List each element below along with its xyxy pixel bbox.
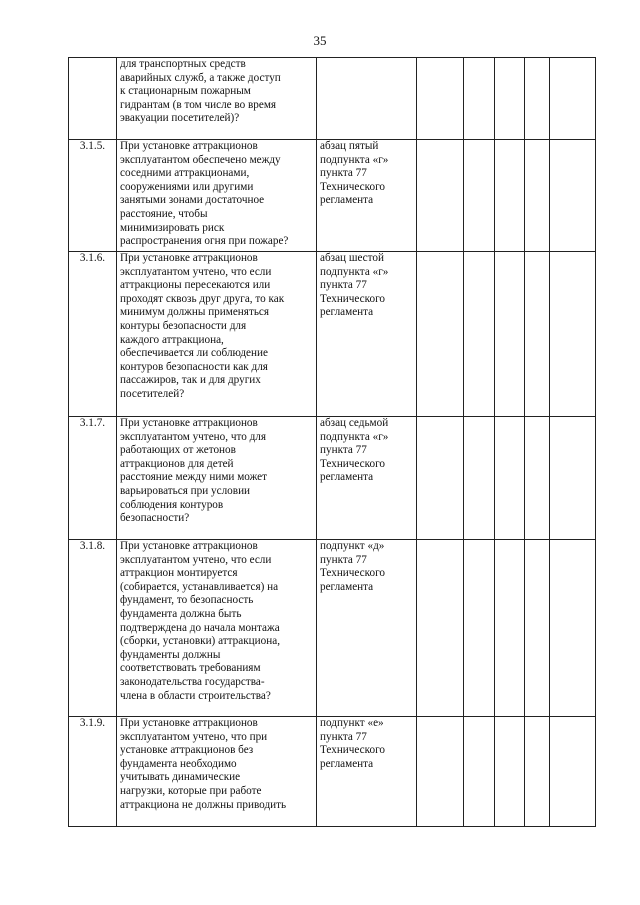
item-number: 3.1.8. xyxy=(79,540,106,552)
legal-reference-line: Технического xyxy=(320,292,385,305)
answer-cell[interactable] xyxy=(464,252,495,417)
question-cell xyxy=(117,540,317,717)
table-row xyxy=(69,717,596,827)
answer-cell[interactable] xyxy=(525,717,550,827)
question-text-line: подтверждена до начала монтажа xyxy=(120,621,280,634)
legal-reference-line: пункта 77 xyxy=(320,167,367,180)
answer-cell[interactable] xyxy=(464,140,495,252)
question-text-line: аттракционов для детей xyxy=(120,457,234,470)
table-row xyxy=(69,540,596,717)
question-text-line: к стационарным пожарным xyxy=(120,85,251,98)
page-number: 35 xyxy=(313,33,327,48)
question-text-line: минимум должны применяться xyxy=(120,306,270,319)
question-text-line: минимизировать риск xyxy=(120,221,225,234)
legal-reference-line: регламента xyxy=(320,471,374,484)
legal-reference-line: Технического xyxy=(320,457,385,470)
item-number: 3.1.5. xyxy=(79,140,106,152)
question-text-line: расстояние, чтобы xyxy=(120,207,208,220)
item-number-cell xyxy=(69,717,117,827)
legal-reference-line: пункта 77 xyxy=(320,279,367,292)
question-cell xyxy=(117,58,317,140)
item-number: 3.1.6. xyxy=(79,252,106,264)
item-number-cell xyxy=(69,417,117,540)
question-text-line: фундамент, то безопасность xyxy=(120,594,254,607)
question-text-line: сооружениями или другими xyxy=(120,180,254,193)
question-text-line: установке аттракционов без xyxy=(120,744,254,757)
answer-cell[interactable] xyxy=(550,540,596,717)
question-text-line: работающих от жетонов xyxy=(120,444,236,457)
question-text-line: занятыми зонами достаточное xyxy=(120,194,265,207)
question-text-line: аварийных служб, а также доступ xyxy=(120,71,281,84)
item-number-cell xyxy=(69,540,117,717)
table-body xyxy=(69,58,596,827)
legal-reference-line: пункта 77 xyxy=(320,730,367,743)
legal-reference-cell xyxy=(317,140,417,252)
question-text-line: распространения огня при пожаре? xyxy=(120,235,289,248)
legal-reference-line: подпункта «г» xyxy=(320,153,389,166)
answer-cell[interactable] xyxy=(495,252,525,417)
legal-reference-cell xyxy=(317,252,417,417)
question-text-line: расстояние между ними может xyxy=(120,471,268,484)
question-text-line: обеспечивается ли соблюдение xyxy=(120,347,268,360)
question-text-line: При установке аттракционов xyxy=(120,417,258,429)
legal-reference-line: абзац седьмой xyxy=(320,417,389,429)
legal-reference-cell xyxy=(317,540,417,717)
question-text-line: контуров безопасности как для xyxy=(120,360,268,373)
question-cell xyxy=(117,417,317,540)
question-text-line: нагрузки, которые при работе xyxy=(120,784,262,797)
question-text-line: члена в области строительства? xyxy=(120,689,271,702)
question-text-line: эвакуации посетителей)? xyxy=(120,112,240,125)
legal-reference-line: подпункт «е» xyxy=(320,717,384,729)
question-text-line: для транспортных средств xyxy=(120,58,246,70)
answer-cell[interactable] xyxy=(495,417,525,540)
question-text-line: законодательства государства- xyxy=(120,675,265,688)
answer-cell[interactable] xyxy=(464,540,495,717)
question-text-line: (собирается, устанавливается) на xyxy=(120,580,279,593)
question-text-line: проходят сквозь друг друга, то как xyxy=(120,292,285,305)
legal-reference-line: пункта 77 xyxy=(320,553,367,566)
question-text-line: эксплуатантом учтено, что при xyxy=(120,730,268,743)
question-text-line: пассажиров, так и для других xyxy=(120,374,261,387)
item-number: 3.1.7. xyxy=(79,417,106,429)
answer-cell[interactable] xyxy=(550,417,596,540)
answer-cell[interactable] xyxy=(417,58,464,140)
answer-cell[interactable] xyxy=(417,540,464,717)
answer-cell[interactable] xyxy=(550,140,596,252)
legal-reference-line: регламента xyxy=(320,580,374,593)
legal-reference-line: абзац пятый xyxy=(320,140,379,152)
question-text-line: фундаменты должны xyxy=(120,648,221,661)
question-text-line: соблюдения контуров xyxy=(120,498,224,511)
question-text-line: фундамента должна быть xyxy=(120,607,242,620)
answer-cell[interactable] xyxy=(495,140,525,252)
item-number-cell xyxy=(69,252,117,417)
answer-cell[interactable] xyxy=(525,140,550,252)
answer-cell[interactable] xyxy=(417,417,464,540)
question-text-line: При установке аттракционов xyxy=(120,540,258,552)
legal-reference-line: Технического xyxy=(320,567,385,580)
question-text-line: эксплуатантом учтено, что если xyxy=(120,553,272,566)
question-text-line: эксплуатантом учтено, что если xyxy=(120,265,272,278)
legal-reference-line: пункта 77 xyxy=(320,444,367,457)
checklist-table xyxy=(68,57,596,827)
question-text-line: При установке аттракционов xyxy=(120,252,258,264)
answer-cell[interactable] xyxy=(550,58,596,140)
legal-reference-line: регламента xyxy=(320,757,374,770)
question-text-line: аттракционы пересекаются или xyxy=(120,279,271,292)
answer-cell[interactable] xyxy=(495,540,525,717)
answer-cell[interactable] xyxy=(495,58,525,140)
item-number: 3.1.9. xyxy=(79,717,106,729)
answer-cell[interactable] xyxy=(464,58,495,140)
question-text-line: соседними аттракционами, xyxy=(120,167,250,180)
legal-reference-line: абзац шестой xyxy=(320,252,384,264)
question-text-line: аттракциона не должны приводить xyxy=(120,798,287,811)
question-text-line: посетителей? xyxy=(120,387,185,400)
question-text-line: эксплуатантом учтено, что для xyxy=(120,430,267,443)
question-text-line: При установке аттракционов xyxy=(120,140,258,152)
legal-reference-line: регламента xyxy=(320,194,374,207)
question-text-line: (сборки, установки) аттракциона, xyxy=(120,635,280,648)
legal-reference-line: подпункта «г» xyxy=(320,430,389,443)
table-row xyxy=(69,140,596,252)
item-number-cell xyxy=(69,140,117,252)
question-text-line: соответствовать требованиям xyxy=(120,662,261,675)
answer-cell[interactable] xyxy=(417,140,464,252)
answer-cell[interactable] xyxy=(550,252,596,417)
legal-reference-line: регламента xyxy=(320,306,374,319)
question-text-line: контуры безопасности для xyxy=(120,319,247,332)
legal-reference-cell xyxy=(317,417,417,540)
answer-cell[interactable] xyxy=(525,58,550,140)
answer-cell[interactable] xyxy=(464,417,495,540)
question-text-line: аттракцион монтируется xyxy=(120,567,238,580)
item-number-cell xyxy=(69,58,117,140)
question-text-line: фундамента необходимо xyxy=(120,757,237,770)
table-row xyxy=(69,252,596,417)
answer-cell[interactable] xyxy=(495,717,525,827)
question-cell xyxy=(117,717,317,827)
answer-cell[interactable] xyxy=(417,717,464,827)
answer-cell[interactable] xyxy=(525,417,550,540)
question-text-line: При установке аттракционов xyxy=(120,717,258,729)
answer-cell[interactable] xyxy=(464,717,495,827)
question-cell xyxy=(117,252,317,417)
answer-cell[interactable] xyxy=(550,717,596,827)
answer-cell[interactable] xyxy=(525,252,550,417)
answer-cell[interactable] xyxy=(525,540,550,717)
legal-reference-line: Технического xyxy=(320,744,385,757)
question-text-line: каждого аттракциона, xyxy=(120,333,224,346)
legal-reference-line: подпункт «д» xyxy=(320,540,385,552)
legal-reference-line: Технического xyxy=(320,180,385,193)
question-cell xyxy=(117,140,317,252)
legal-reference-cell xyxy=(317,58,417,140)
question-text-line: эксплуатантом обеспечено между xyxy=(120,153,281,166)
table-row xyxy=(69,58,596,140)
question-text-line: безопасности? xyxy=(120,512,190,525)
legal-reference-line: подпункта «г» xyxy=(320,265,389,278)
legal-reference-cell xyxy=(317,717,417,827)
table-row xyxy=(69,417,596,540)
question-text-line: гидрантам (в том числе во время xyxy=(120,98,277,111)
question-text-line: варьироваться при условии xyxy=(120,484,251,497)
answer-cell[interactable] xyxy=(417,252,464,417)
question-text-line: учитывать динамические xyxy=(120,771,241,784)
